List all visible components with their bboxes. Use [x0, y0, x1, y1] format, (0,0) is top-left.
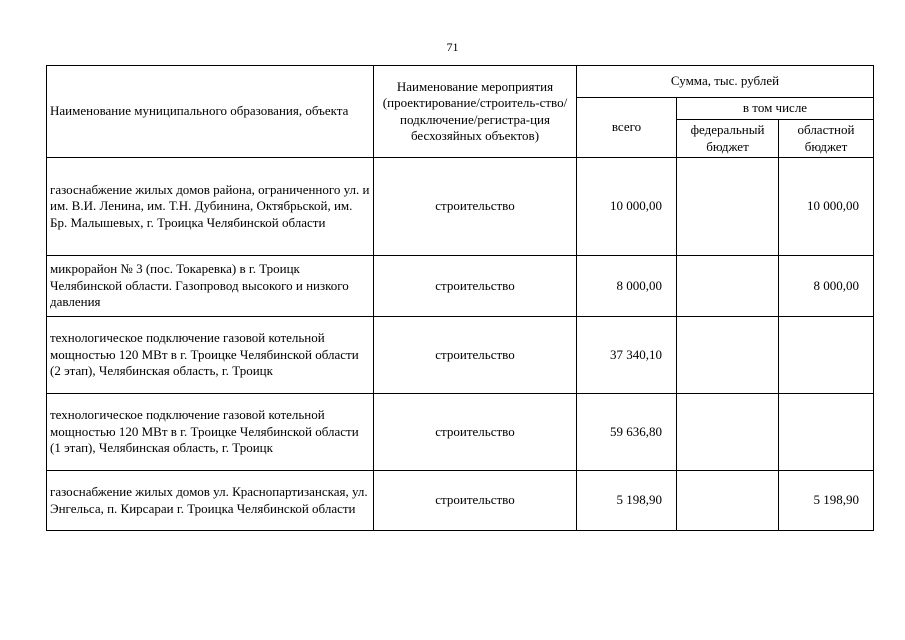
- row-event: строительство: [374, 471, 577, 531]
- header-federal: федеральный бюджет: [677, 120, 779, 158]
- row-regional: [779, 317, 874, 394]
- table-row: [47, 394, 874, 471]
- row-total: 59 636,80: [577, 394, 677, 471]
- header-total: всего: [577, 98, 677, 158]
- row-name: технологическое подключение газовой котельной мощностью 120 МВт в г. Троицке Челябинской области (2 этап), Челябинская область, г. Троицк: [47, 317, 374, 394]
- row-event: строительство: [374, 317, 577, 394]
- row-regional: 5 198,90: [779, 471, 874, 531]
- row-federal: [677, 471, 779, 531]
- row-name: газоснабжение жилых домов района, ограниченного ул. и им. В.И. Ленина, им. Т.Н. Дубинина, Октябрьской, им. Бр. Малышевых, г. Троицка Челябинской области: [47, 158, 374, 256]
- header-event: Наименование мероприятия (проектирование/строитель-ство/подключение/регистра-ция бесхозяйных объектов): [374, 66, 577, 158]
- header-municipality: Наименование муниципального образования, объекта: [47, 66, 374, 158]
- row-event: строительство: [374, 256, 577, 317]
- table-row: [47, 158, 874, 256]
- row-name: микрорайон № 3 (пос. Токаревка) в г. Троицк Челябинской области. Газопровод высокого и низкого давления: [47, 256, 374, 317]
- row-federal: [677, 256, 779, 317]
- row-regional: 8 000,00: [779, 256, 874, 317]
- row-regional: [779, 394, 874, 471]
- header-including: в том числе: [677, 98, 874, 120]
- row-federal: [677, 158, 779, 256]
- row-total: 37 340,10: [577, 317, 677, 394]
- row-regional: 10 000,00: [779, 158, 874, 256]
- table-row: [47, 471, 874, 531]
- table-row: [47, 256, 874, 317]
- row-total: 5 198,90: [577, 471, 677, 531]
- budget-table: [46, 65, 874, 531]
- page-number: 71: [446, 40, 459, 54]
- header-regional: областной бюджет: [779, 120, 874, 158]
- row-event: строительство: [374, 158, 577, 256]
- row-federal: [677, 317, 779, 394]
- row-name: технологическое подключение газовой котельной мощностью 120 МВт в г. Троицке Челябинской области (1 этап), Челябинская область, г. Троицк: [47, 394, 374, 471]
- row-name: газоснабжение жилых домов ул. Краснопартизанская, ул. Энгельса, п. Кирсараи г. Троицка Челябинской области: [47, 471, 374, 531]
- table-row: [47, 317, 874, 394]
- header-sum: Сумма, тыс. рублей: [577, 66, 874, 98]
- row-federal: [677, 394, 779, 471]
- row-total: 8 000,00: [577, 256, 677, 317]
- row-event: строительство: [374, 394, 577, 471]
- header-row-1: [47, 66, 874, 98]
- row-total: 10 000,00: [577, 158, 677, 256]
